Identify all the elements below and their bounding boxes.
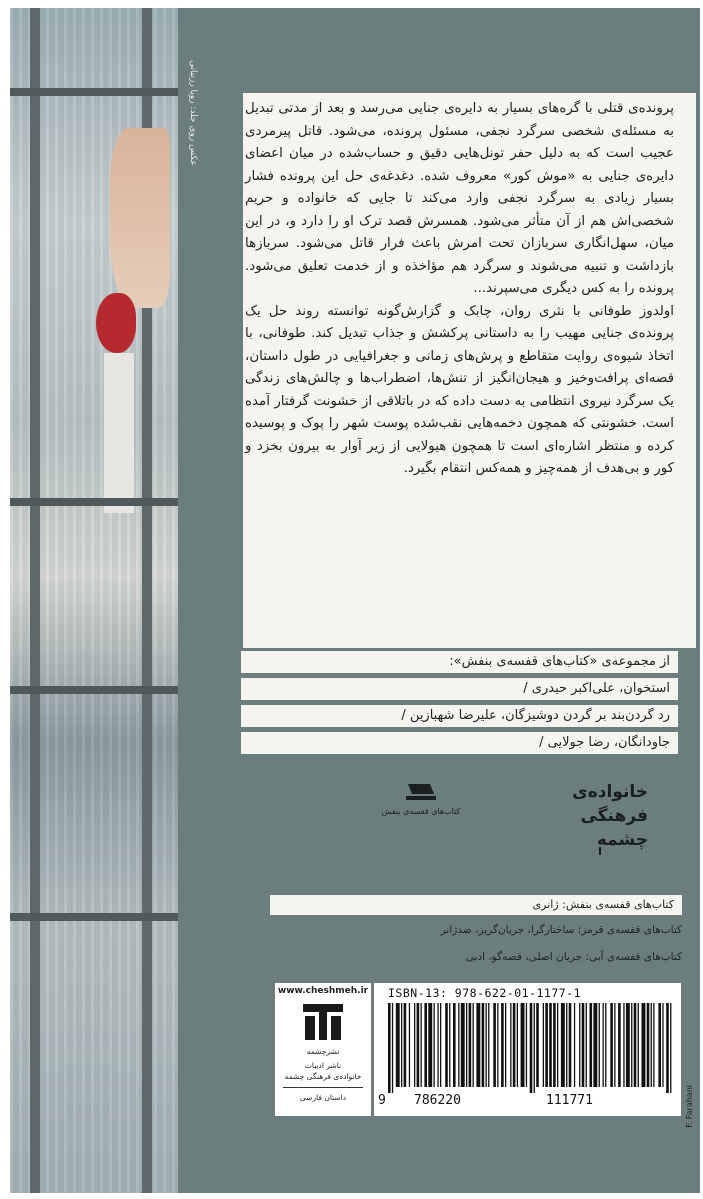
barcode-bar [545,1003,548,1087]
barcode-bar [493,1003,496,1087]
barcode-bar [469,1003,472,1087]
publisher-tagline: خانواده‌ی فرهنگی چشمه [284,1072,362,1081]
barcode-bar [590,1003,593,1087]
barcode-bar [610,1003,613,1087]
barcode-bar [662,1003,663,1087]
barcode-bar [631,1003,632,1087]
photo-bar [10,88,178,96]
barcode-bar [647,1003,650,1087]
publisher-logo-line: خانواده‌ی [572,782,648,802]
barcode-bar [388,1003,391,1093]
barcode-bar [566,1003,567,1087]
barcode-bar [445,1003,448,1087]
barcode-bar [623,1003,624,1087]
publisher-category: داستان فارسی [299,1093,347,1102]
barcode-bar [526,1003,527,1087]
publisher-logo-line: چشمه [596,830,648,850]
publisher-logo [528,775,658,855]
cheshmeh-emblem-icon [299,1000,347,1044]
barcode-bar [642,1003,646,1087]
barcode-bar [618,1003,621,1087]
purple-shelf-logo [372,780,462,820]
barcode-digit-first: 9 [378,1093,386,1108]
barcode-digits-left: 786220 [414,1093,461,1108]
barcode-bars [388,1003,672,1093]
isbn-text: ISBN-13: 978-622-01-1177-1 [388,986,582,1000]
series-item: رد گردن‌بند بر گردن دوشیزگان، علیرضا شهبازین / [241,705,678,727]
barcode-bar [437,1003,438,1087]
description-paragraph-1: پرونده‌ی قتلی با گره‌های بسیار به دایره‌ی جنایی می‌رسد و بعد از مدتی تبدیل به مسئله‌ی شخصی سرگرد نجفی، مسئول پرونده، می‌شود. قاتل پیرمردی عجیب است که به دلیل حفر تونل‌هایی دقیق و حساب‌شده در میان اعضای دایره‌ی جنایی به «موش کور» معروف شده. دغدغه‌ی حل این پرونده فشار بسیار زیادی به سرگرد نجفی وارد می‌کند تا جایی که خانواده و حریم شخصی‌اش هم از آن متأثر می‌شود. همسرش قصد ترک او را دارد و، در این میان، سهل‌انگاری سربازان تحت امرش باعث فرار قاتل می‌شود. سربازها بازداشت و تنبیه می‌شوند و سرگرد هم مؤاخذه و از خدمت تعلیق می‌شود. پرونده را به کس دیگری می‌سپرند... [245,101,674,296]
photo-figure [110,128,170,308]
photo-caption: عکس روی جلد: رویا رزنیانی [188,60,198,166]
barcode-bar [582,1003,585,1087]
barcode-bar [414,1003,415,1087]
barcode-bar [510,1003,511,1087]
photo-bar [10,498,178,506]
barcode-bar [497,1003,498,1087]
barcode-bar [513,1003,516,1087]
barcode-bar [440,1003,441,1087]
barcode-bar [392,1003,393,1093]
imprint-label: کتاب‌های قفسه‌ی بنفش [381,807,461,816]
photo-post [30,8,40,1193]
barcode-bar [401,1003,402,1087]
barcode-bar [466,1003,467,1087]
barcode-bar [638,1003,639,1087]
series-heading: از مجموعه‌ی «کتاب‌های قفسه‌ی بنفش»: [241,651,678,673]
barcode-bar [658,1003,661,1087]
barcode-bar [579,1003,580,1087]
barcode-bar [574,1003,575,1087]
book-description [245,98,674,481]
barcode-bar [549,1003,552,1087]
barcode-bar [603,1003,604,1087]
barcode-bar [599,1003,600,1087]
publisher-name: نشرچشمه [306,1047,340,1056]
genre-purple: کتاب‌های قفسه‌ی بنفش: ژانری [270,895,682,915]
barcode-bar [651,1003,652,1087]
barcode-bar [530,1003,533,1093]
barcode-bar [557,1003,558,1087]
book-icon [408,784,434,794]
photo-red-cap [96,293,136,353]
barcode-bar [501,1003,504,1087]
barcode-bar [396,1003,400,1087]
barcode-bar [417,1003,420,1087]
barcode-bar [404,1003,407,1087]
barcode-bar [626,1003,630,1087]
barcode-bar [569,1003,572,1087]
barcode-bar [561,1003,565,1087]
barcode-bar [534,1003,535,1093]
barcode-bar [458,1003,459,1087]
barcode-bar [593,1003,597,1087]
barcode-bar [482,1003,485,1087]
shelf-icon [406,796,436,800]
barcode-bar [486,1003,487,1087]
barcode-bar [473,1003,474,1087]
genre-red: کتاب‌های قفسه‌ی قرمز: ساختارگرا، جریان‌گریز، ضدژانر [440,924,682,936]
barcode-bar [461,1003,465,1087]
barcode-bar [614,1003,615,1087]
cover-photo [10,8,178,1193]
barcode-bar [634,1003,637,1087]
description-paragraph-2: اولدوز طوفانی با نثری روان، چابک و گزارش‌گونه توانسته روند حل یک پرونده‌ی جنایی مهیب را به داستانی پرکشش و جذاب تبدیل کند. طوفانی، با اتخاذ شیوه‌ی روایت متقاطع و پرش‌های زمانی و جغرافیایی در طول داستان، قصه‌ای پرافت‌وخیز و هیجان‌انگیز از تنش‌ها، اضطراب‌ها و چالش‌های زندگی یک سرگرد نیروی انتظامی به دست داده که در باتلاقی از خشونت گرفتار آمده است. خشونتی که همچون دخمه‌هایی نقب‌شده پوست شهر را پوک و پوسیده کرده و منتظر اشاره‌ای است تا همچون هیولایی از زیر آوار به بیرون بخزد و کور و بی‌هدف از همه‌چیز و همه‌کس انتقام بگیرد. [245,303,674,476]
barcode-bar [409,1003,410,1087]
barcode-bar [521,1003,525,1087]
barcode-bar [670,1003,671,1093]
publisher-box [275,983,371,1116]
barcode-bar [653,1003,654,1087]
photo-bar [10,913,178,921]
barcode-bar [666,1003,669,1093]
barcode-bar [536,1003,539,1087]
publisher-tagline: ناشر ادبیات [304,1061,342,1070]
barcode-bar [488,1003,489,1087]
barcode-bar [476,1003,480,1087]
barcode-bar [517,1003,518,1087]
designer-credit: F. Farahani [685,1085,694,1128]
barcode-bar [605,1003,606,1087]
barcode-bar [453,1003,456,1087]
barcode-bar [421,1003,422,1087]
barcode-bar [428,1003,432,1087]
publisher-logo-line: فرهنگی [580,806,648,826]
barcode-bar [449,1003,450,1087]
divider [283,1087,363,1088]
barcode-bar [553,1003,556,1087]
barcode-bar [424,1003,427,1087]
photo-bar [10,686,178,694]
barcode-bar [434,1003,435,1087]
barcode-digits-right: 111771 [546,1093,593,1108]
genre-blue: کتاب‌های قفسه‌ی آبی: جریان اصلی، قصه‌گو، ادبی [465,951,682,963]
barcode-bar [505,1003,506,1087]
series-item: جاودانگان، رضا جولایی / [241,732,678,754]
photo-white-cloth [104,353,134,513]
publisher-url[interactable]: www.cheshmeh.ir [277,986,369,996]
series-item: استخوان، علی‌اکبر حیدری / [241,678,678,700]
barcode-bar [586,1003,587,1087]
barcode-bar [543,1003,544,1087]
barcode-box [374,983,681,1116]
